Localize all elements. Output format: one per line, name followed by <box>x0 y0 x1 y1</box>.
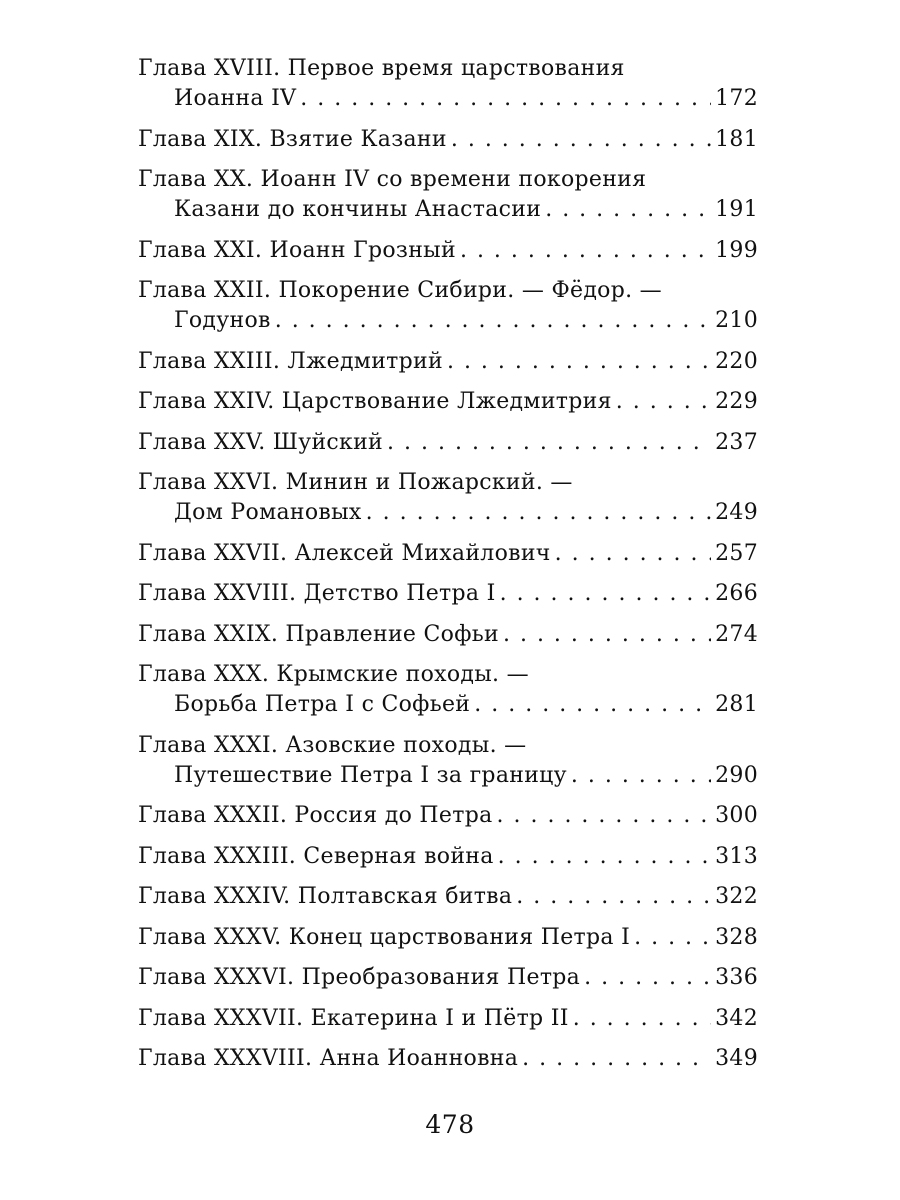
toc-entry-title-line <box>138 1004 758 1034</box>
toc-entry <box>138 660 758 720</box>
toc-entry-text: Казани до кончины Анастасии <box>174 197 542 222</box>
toc-entry <box>138 842 758 872</box>
toc-entry-continuation-line <box>138 306 758 336</box>
dot-leader <box>497 801 712 831</box>
toc-entry-title-line <box>138 347 758 377</box>
toc-entry-text: Глава XXXI. Азовские походы. — <box>138 732 527 758</box>
toc-entry-text: Глава XXVIII. Детство Петра I <box>138 581 496 606</box>
toc-entry-title-line <box>138 276 758 306</box>
toc-entry-page-number: 229 <box>715 389 758 414</box>
toc-entry <box>138 1044 758 1074</box>
toc-entry <box>138 1004 758 1034</box>
toc-entry-title-line <box>138 54 758 84</box>
toc-entry-title-line <box>138 428 758 458</box>
toc-entry-page-number: 336 <box>715 965 758 990</box>
toc-entry <box>138 731 758 791</box>
dot-leader <box>573 1004 711 1034</box>
toc-entry-page-number: 249 <box>715 500 758 525</box>
dot-leader <box>616 387 711 417</box>
dot-leader <box>516 882 711 912</box>
toc-entry-page-number: 191 <box>715 197 758 222</box>
toc-entry <box>138 539 758 569</box>
toc-entry-text: Годунов <box>174 308 271 333</box>
toc-entry-page-number: 349 <box>715 1046 758 1071</box>
toc-entry-page-number: 281 <box>715 692 758 717</box>
toc-entry-text: Глава XXXVI. Преобразования Петра <box>138 965 581 990</box>
toc-entry-continuation-line <box>138 195 758 225</box>
toc-entry-text: Глава XIX. Взятие Казани <box>138 126 447 152</box>
toc-entry-text: Глава XXXV. Конец царствования Петра I <box>138 924 631 950</box>
toc-entry <box>138 428 758 458</box>
toc-entry-text: Глава XXV. Шуйский <box>138 429 384 455</box>
toc-entry <box>138 54 758 114</box>
dot-leader <box>545 195 711 225</box>
toc-entry <box>138 236 758 266</box>
toc-entry-title-line <box>138 1044 758 1074</box>
toc-entry-text: Глава XX. Иоанн IV со времени покорения <box>138 167 647 192</box>
toc-entry-page-number: 199 <box>715 237 758 263</box>
toc-entry-page-number: 313 <box>715 843 758 869</box>
toc-entry-title-line <box>138 660 758 690</box>
toc-entry-text: Глава XXIV. Царствование Лжедмитрия <box>138 389 612 414</box>
toc-entry-text: Глава XXIII. Лжедмитрий <box>138 348 443 374</box>
dot-leader <box>503 620 711 650</box>
toc-entry-page-number: 342 <box>715 1005 758 1031</box>
dot-leader <box>522 1044 711 1074</box>
dot-leader <box>460 236 711 266</box>
toc-entry-text: Глава XXXIII. Северная война <box>138 843 494 869</box>
toc-entry-page-number: 220 <box>715 348 758 374</box>
toc-entry-page-number: 237 <box>715 429 758 455</box>
toc-entry <box>138 620 758 650</box>
toc-entry-page-number: 322 <box>715 884 758 909</box>
toc-entry-title-line <box>138 468 758 498</box>
toc-entry-text: Глава XXXIV. Полтавская битва <box>138 884 513 909</box>
toc-entry-page-number: 300 <box>715 803 758 828</box>
toc-entry-page-number: 290 <box>715 762 758 788</box>
toc-entry-text: Глава XXX. Крымские походы. — <box>138 662 529 687</box>
toc-entry-text: Глава XXXVIII. Анна Иоанновна <box>138 1046 519 1071</box>
dot-leader <box>300 84 711 114</box>
toc-entry <box>138 579 758 609</box>
toc-entry <box>138 276 758 336</box>
dot-leader <box>474 690 711 720</box>
toc-entry-text: Глава XXII. Покорение Сибири. — Фёдор. — <box>138 278 662 303</box>
toc-entry-text: Глава XXI. Иоанн Грозный <box>138 237 456 263</box>
toc-entry-title-line <box>138 882 758 912</box>
toc-entry <box>138 923 758 953</box>
toc-entry-title-line <box>138 125 758 155</box>
dot-leader <box>387 428 711 458</box>
dot-leader <box>275 306 711 336</box>
toc-entry-page-number: 210 <box>715 308 758 333</box>
toc-entry-title-line <box>138 842 758 872</box>
toc-entry-text: Иоанна IV <box>174 86 297 111</box>
toc-entry-title-line <box>138 236 758 266</box>
toc-entry-title-line <box>138 387 758 417</box>
toc-entry-text: Глава XVIII. Первое время царствования <box>138 56 625 81</box>
dot-leader <box>500 579 712 609</box>
toc-entry <box>138 801 758 831</box>
toc-entry-title-line <box>138 579 758 609</box>
toc-entry-continuation-line <box>138 498 758 528</box>
toc-entry-continuation-line <box>138 690 758 720</box>
toc-entry-title-line <box>138 165 758 195</box>
toc-entry-title-line <box>138 731 758 761</box>
toc-entry-continuation-line <box>138 761 758 791</box>
toc-entry-page-number: 181 <box>715 126 758 152</box>
toc-entry <box>138 125 758 155</box>
toc-entry-text: Глава XXVI. Минин и Пожарский. — <box>138 470 573 495</box>
toc-entry-text: Глава XXVII. Алексей Михайлович <box>138 540 551 566</box>
toc-entry <box>138 347 758 377</box>
toc-entry <box>138 963 758 993</box>
toc-entry-page-number: 172 <box>715 86 758 111</box>
toc-entry <box>138 882 758 912</box>
toc-entry-text: Глава XXXVII. Екатерина I и Пётр II <box>138 1005 569 1031</box>
dot-leader <box>366 498 711 528</box>
toc-entry-continuation-line <box>138 84 758 114</box>
toc-entry-page-number: 328 <box>715 924 758 950</box>
table-of-contents <box>138 54 758 1085</box>
toc-entry-page-number: 274 <box>715 621 758 647</box>
toc-entry-title-line <box>138 539 758 569</box>
dot-leader <box>451 125 711 155</box>
toc-entry <box>138 165 758 225</box>
toc-entry-title-line <box>138 963 758 993</box>
toc-entry-text: Глава XXXII. Россия до Петра <box>138 803 493 828</box>
dot-leader <box>634 923 711 953</box>
toc-entry <box>138 468 758 528</box>
toc-entry-text: Глава XXIX. Правление Софьи <box>138 621 499 647</box>
page-number: 478 <box>425 1110 475 1139</box>
toc-entry-title-line <box>138 923 758 953</box>
toc-entry-page-number: 257 <box>715 540 758 566</box>
dot-leader <box>571 761 711 791</box>
toc-entry-page-number: 266 <box>715 581 758 606</box>
dot-leader <box>498 842 711 872</box>
dot-leader <box>584 963 711 993</box>
dot-leader <box>555 539 711 569</box>
toc-entry <box>138 387 758 417</box>
toc-entry-text: Путешествие Петра I за границу <box>174 762 567 788</box>
toc-entry-title-line <box>138 620 758 650</box>
toc-entry-title-line <box>138 801 758 831</box>
dot-leader <box>447 347 711 377</box>
toc-entry-text: Дом Романовых <box>174 500 362 525</box>
toc-entry-text: Борьба Петра I с Софьей <box>174 692 471 717</box>
